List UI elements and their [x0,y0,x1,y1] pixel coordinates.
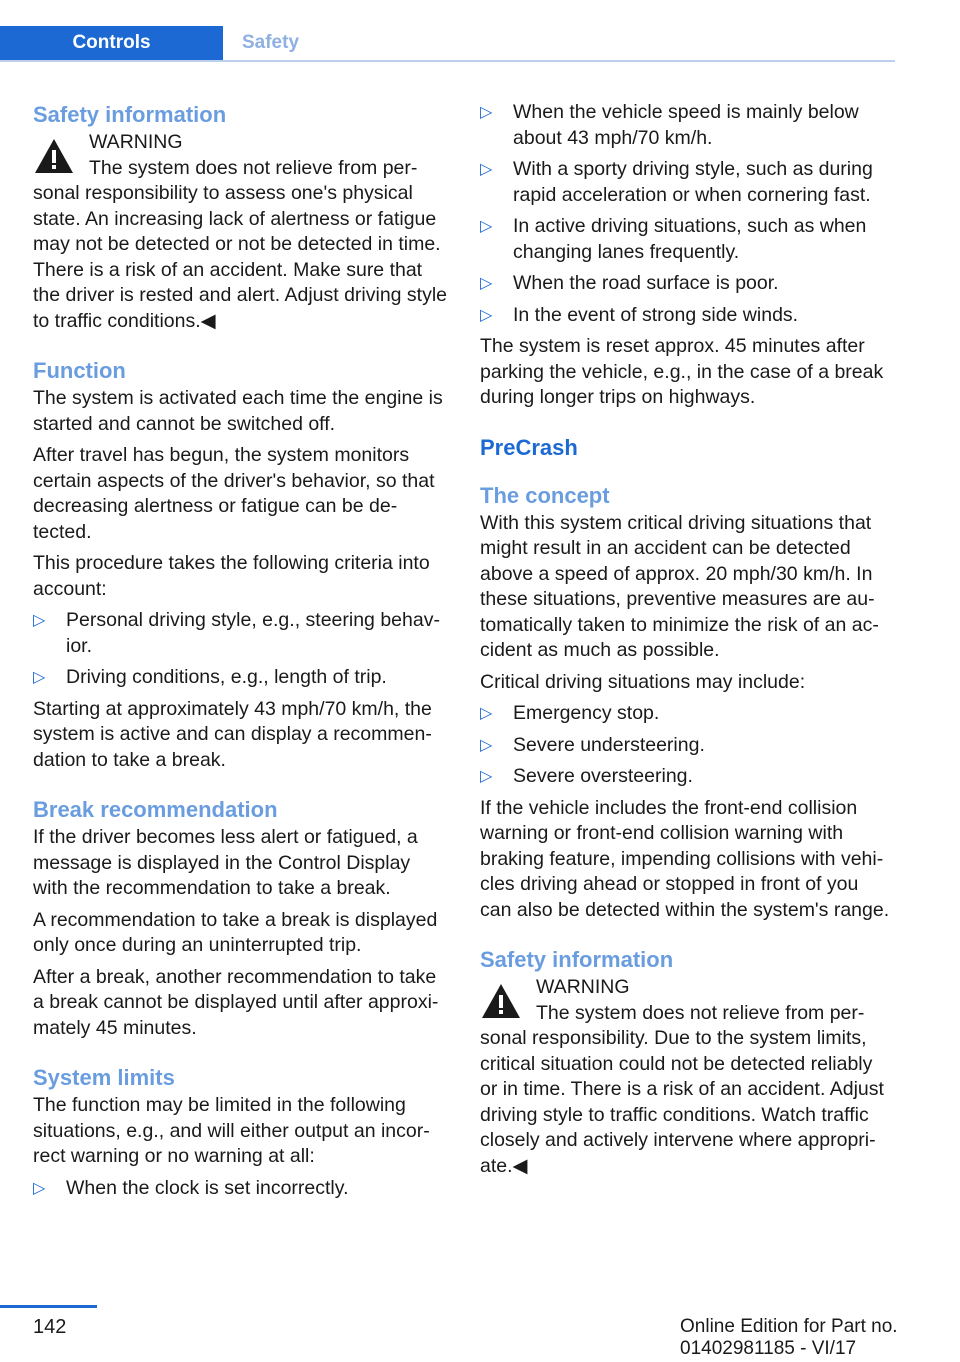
list-item-text: In the event of strong side winds. [513,303,799,326]
paragraph: With this system critical driving situations that might result in an accident can be detected above a speed of approx. 20 mph/30 km/h. In these situations, preventive measures are automatically taken to minimize the risk of an accident as much as possible. [480,511,879,661]
paragraph: Critical driving situations may include: [480,670,806,693]
paragraph: A recommendation to take a break is displayed only once during an uninterrupted trip. [33,908,438,956]
list-item-text: Personal driving style, e.g., steering behavior. [66,609,440,657]
warning-triangle-icon [480,981,522,1021]
header-divider [0,60,895,62]
paragraph: After travel has begun, the system monitors certain aspects of the driver's behavior, so that decreasing alertness or fatigue can be detected. [33,444,435,543]
list-item [33,1176,448,1202]
list-item-text: In active driving situations, such as when changing lanes frequently. [513,215,867,263]
warning-title: WARNING [89,131,183,153]
triangle-bullet-icon: ▷ [480,275,493,292]
list-item [480,701,895,727]
page-header [0,26,895,62]
paragraph: If the driver becomes less alert or fatigued, a message is displayed in the Control Display with the recommendation to take a break. [33,826,418,899]
paragraph: This procedure takes the following criteria into account: [33,552,430,600]
triangle-bullet-icon: ▷ [480,306,493,324]
tab-safety[interactable]: Safety [241,32,300,53]
triangle-bullet-icon: ▷ [480,768,493,785]
triangle-bullet-icon: ▷ [480,104,493,121]
paragraph: If the vehicle includes the front-end collision warning or front-end collision warning with braking feature, impending collisions with vehicles driving ahead or stopped in front of you can also be detected within the system's range. [480,796,890,921]
section-title-safety-information-2: Safety information [480,947,674,972]
triangle-bullet-icon: ▷ [33,612,46,629]
section-title-system-limits: System limits [33,1065,175,1090]
warning-triangle-icon [33,136,75,176]
triangle-bullet-icon: ▷ [33,1179,46,1197]
list-item-text: Emergency stop. [513,702,660,724]
triangle-bullet-icon: ▷ [480,218,493,235]
section-title-function: Function [33,358,126,383]
list-item [480,733,895,759]
list-item-text: When the vehicle speed is mainly below about 43 mph/70 km/h. [513,101,859,149]
triangle-bullet-icon: ▷ [480,705,493,722]
warning-box [480,975,895,1179]
section-title-safety-information: Safety information [33,102,227,127]
tab-controls[interactable]: Controls [0,26,223,60]
warning-box [33,130,448,334]
list-item-text: Driving conditions, e.g., length of trip. [66,666,387,688]
right-column [480,100,895,1179]
paragraph: The system is activated each time the engine is started and cannot be switched off. [33,387,443,435]
paragraph: After a break, another recommendation to take a break cannot be displayed until after approximately 45 minutes. [33,965,439,1039]
list-item [480,303,895,329]
section-title-break-recommendation: Break recommendation [33,797,278,822]
list-item [480,271,895,297]
paragraph: The function may be limited in the following situations, e.g., and will either output an incorrect warning or no warning at all: [33,1094,430,1167]
triangle-bullet-icon: ▷ [33,669,46,686]
list-item-text: Severe understeering. [513,733,705,756]
warning-text: The system does not relieve from personal responsibility. Due to the system limits, critical situation could not be detected reliably or in time. There is a risk of an accident. Adjust driving style to traffic conditions. Watch traffic closely and actively intervene where appropriate.◀ [480,1001,884,1177]
triangle-bullet-icon: ▷ [480,161,493,178]
limits-list-continued [480,100,895,328]
list-item [480,100,895,151]
limits-list [33,1176,448,1202]
list-item-text: When the road surface is poor. [513,272,779,294]
warning-title: WARNING [536,976,630,998]
footer-accent-line [0,1305,97,1308]
critical-situations-list [480,701,895,790]
paragraph: Starting at approximately 43 mph/70 km/h, the system is active and can display a recommendation to take a break. [33,697,432,771]
list-item [33,665,448,691]
page-number: 142 [33,1316,67,1338]
list-item [480,214,895,265]
section-title-the-concept: The concept [480,482,610,508]
left-column [33,100,448,1207]
list-item [33,608,448,659]
list-item-text: With a sporty driving style, such as during rapid acceleration or when cornering fast. [513,158,873,206]
paragraph: The system is reset approx. 45 minutes after parking the vehicle, e.g., in the case of a break during longer trips on highways. [480,335,884,408]
list-item-text: When the clock is set incorrectly. [66,1176,349,1199]
list-item-text: Severe oversteering. [513,765,693,787]
edition-text: Online Edition for Part no. 01402981185 - VI/17 [680,1316,898,1359]
warning-text: The system does not relieve from personal responsibility to assess one's physical state. An increasing lack of alertness or fatigue may not be detected or not be detected in time. There is a risk of an accident. Make sure that the driver is rested and alert. Adjust driving style to traffic conditions.◀ [33,156,448,332]
triangle-bullet-icon: ▷ [480,736,493,754]
criteria-list [33,608,448,691]
section-title-precrash: PreCrash [480,434,578,460]
list-item [480,764,895,790]
list-item [480,157,895,208]
